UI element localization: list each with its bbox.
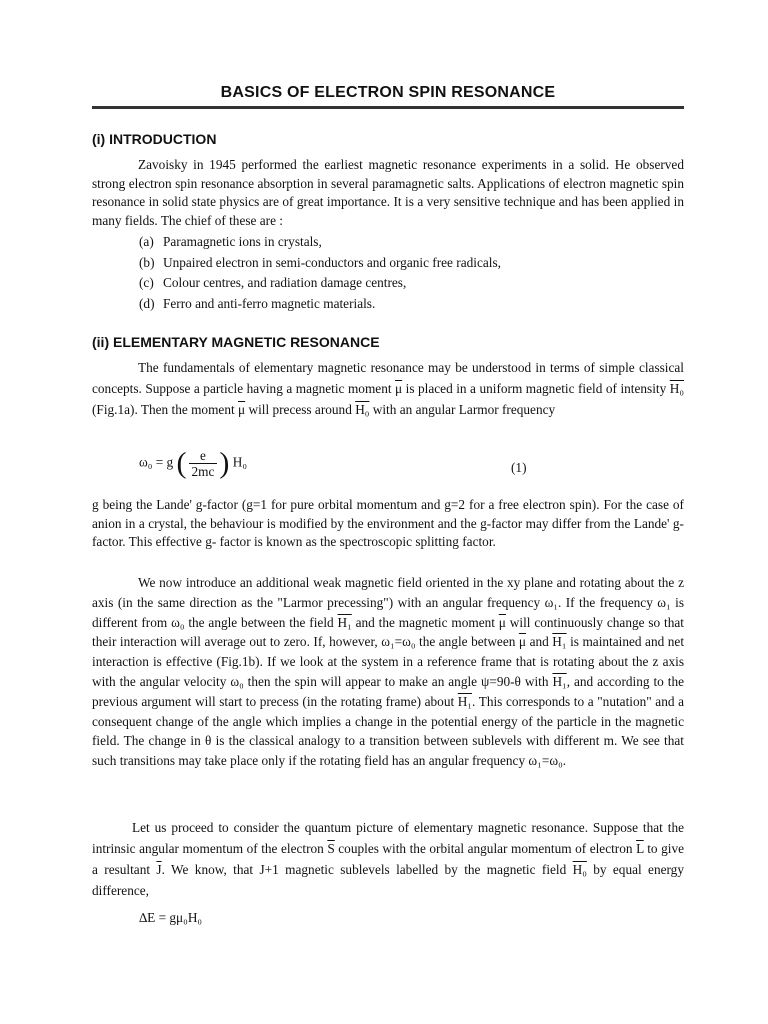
- section-heading-introduction: (i) INTRODUCTION: [92, 131, 217, 147]
- resonance-paragraph-3: We now introduce an additional weak magnetic field oriented in the xy plane and rotating about the z axis (in the same direction as the "Larmor precessing") with an angular frequency ω₁. If the frequency ω₁ is different from ω₀ the angle between the field H₁ and the magnetic moment $\overline{\mu}$ will continuously change so that their interaction will average out to zero. If, however, ω₁=ω₀ the angle between $\overline{\mu}$ and H₁ is maintained and net interaction is effective (Fig.1b). If we look at the system in a reference frame that is rotating about the z axis with the angular velocity ω₀ then the spin will appear to make an angle ψ=90-θ with H₁, and according to the previous argument will start to precess (in the rotating frame) about H₁. This corresponds to a "nutation" and a consequent change of the angle which implies a change in the potential energy of the particle in the magnetic field. The change in θ is the classical analogy to a transition between sublevels with different m. We see that such transitions may take place only if the rotating field has an angular frequency ω₁=ω₀.: [92, 575, 685, 769]
- s-symbol: $\overline{S}$: [327, 841, 335, 856]
- equation-1-number: (1): [511, 460, 527, 475]
- section-heading-elementary-magnetic-resonance: (ii) ELEMENTARY MAGNETIC RESONANCE: [92, 334, 380, 350]
- title-rule: [92, 106, 684, 109]
- equation-2: ∆E = gμ₀H₀: [139, 910, 203, 925]
- list-item: (a) Paramagnetic ions in crystals,: [139, 234, 322, 249]
- list-item: (c) Colour centres, and radiation damage centres,: [139, 275, 407, 290]
- resonance-paragraph-4: Let us proceed to consider the quantum picture of elementary magnetic resonance. Suppose that the intrinsic angular momentum of the electron $\overline{S}$ couples with the orbital angular momentum of electron $\overline{L}$ to give a resultant $\overline{J}$. We know, that J+1 magnetic sublevels labelled by the magnetic field H₀ by equal energy difference,: [92, 820, 684, 898]
- l-symbol: $\overline{L}$: [636, 841, 644, 856]
- mu-symbol: $\overline{\mu}$: [395, 381, 403, 396]
- h1-symbol: H₁: [337, 614, 352, 630]
- intro-paragraph: Zavoisky in 1945 performed the earliest magnetic resonance experiments in a solid. He observed strong electron spin resonance absorption in several paramagnetic salts. Applications of electron magnetic spin resonance in solid state physics are of great importance. It is a very sensitive technique and has been applied in many fields. The chief of these are :: [92, 157, 684, 228]
- h0-symbol: H₀: [669, 381, 684, 396]
- list-item: (b) Unpaired electron in semi-conductors and organic free radicals,: [139, 254, 501, 270]
- resonance-paragraph-2: g being the Lande' g-factor (g=1 for pure orbital momentum and g=2 for a free electron spin). For the case of anion in a crystal, the behaviour is modified by the environment and the g-factor may differ from the Lande' g-factor. This effective g- factor is known as the spectroscopic splitting factor.: [92, 497, 684, 549]
- document-title: BASICS OF ELECTRON SPIN RESONANCE: [220, 84, 556, 101]
- list-item: (d) Ferro and anti-ferro magnetic materials.: [139, 295, 376, 311]
- j-symbol: $\overline{J}$: [156, 862, 162, 877]
- resonance-paragraph-1: The fundamentals of elementary magnetic resonance may be understood in terms of simple classical concepts. Suppose a particle having a magnetic moment $\overline{\mu}$ is placed in a uniform magnetic field of intensity H₀ (Fig.1a). Then the moment $\overline{\mu}$ will precess around H₀ with an angular Larmor frequency: [92, 360, 684, 417]
- applications-list: [139, 232, 501, 314]
- equation-1: ω₀ = g ( $\frac{e}{2mc}$ ) H₀: [139, 446, 247, 480]
